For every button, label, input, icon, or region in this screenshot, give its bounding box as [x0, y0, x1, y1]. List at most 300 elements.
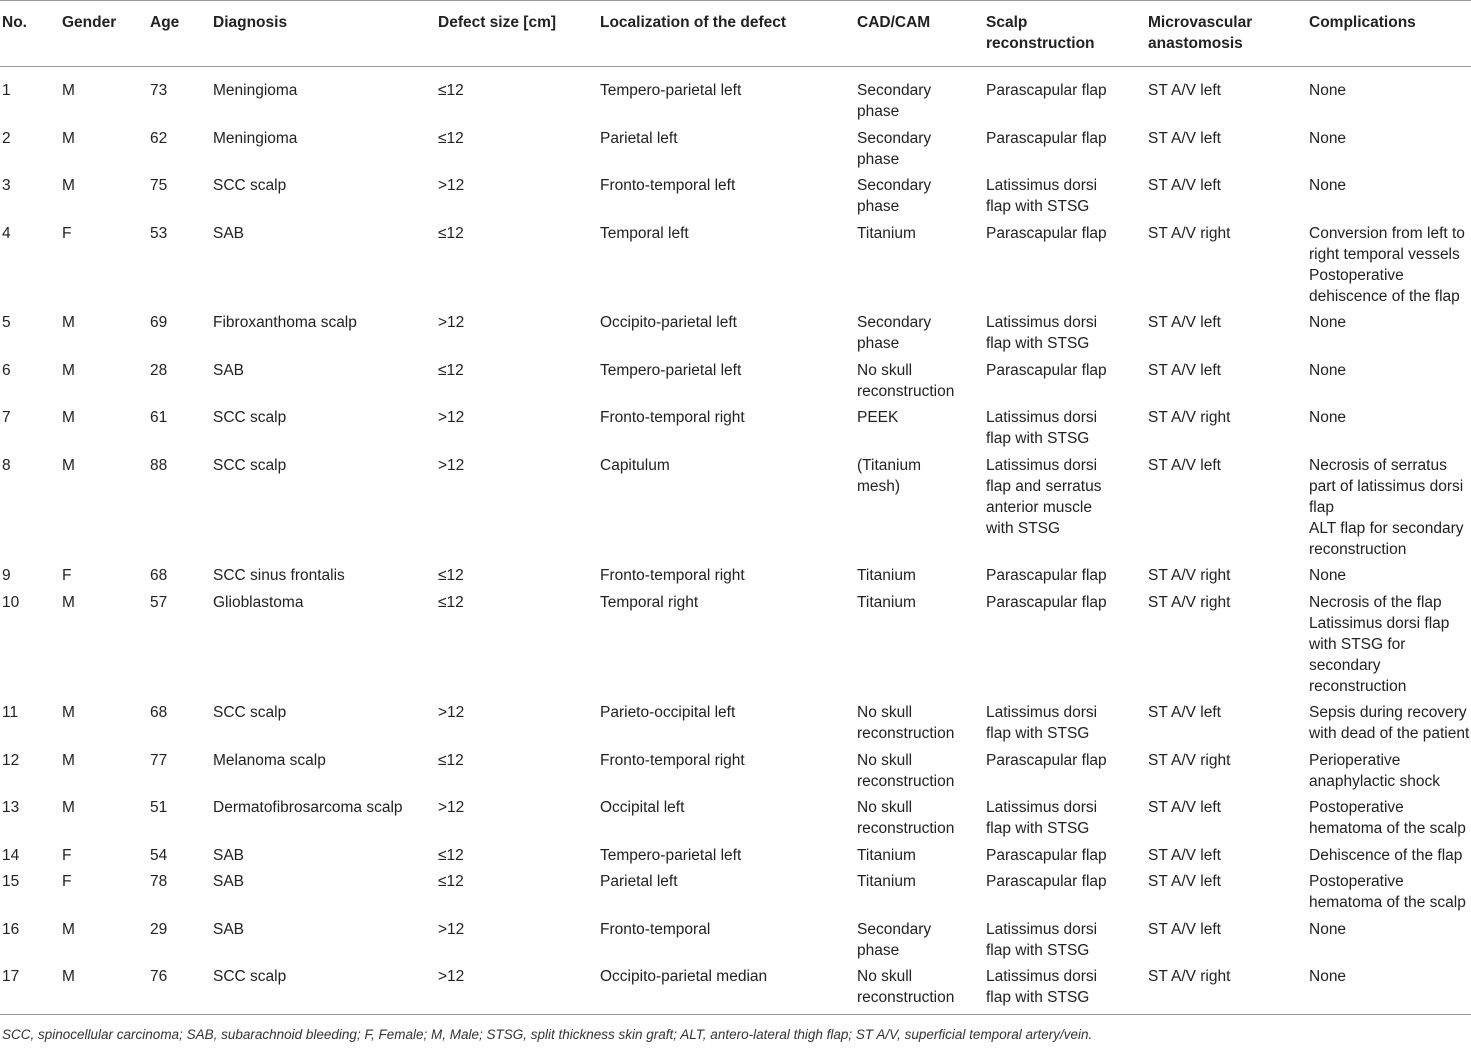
- cell-line: ≤12: [438, 567, 464, 584]
- table-footnote: SCC, spinocellular carcinoma; SAB, subarachnoid bleeding; F, Female; M, Male; STSG, split thickness skin graft; ALT, antero-lateral thigh flap; ST A/V, superficial temporal artery/vein.: [2, 1027, 1093, 1042]
- cell-line: Complications: [1309, 14, 1416, 31]
- cell-line: 7: [2, 409, 11, 426]
- cell-diagnosis: [213, 919, 438, 967]
- cell-age: [150, 592, 213, 703]
- column-header-complications: [1309, 1, 1471, 67]
- cell-cad-cam: [857, 455, 986, 566]
- cell-line: Perioperative: [1309, 751, 1401, 769]
- cell-line: anterior muscle: [986, 498, 1092, 516]
- cell-line: flap with STSG: [986, 198, 1090, 215]
- cell-line: with STSG for: [1309, 635, 1406, 653]
- cell-scalp-reconstruction: [986, 702, 1148, 750]
- cell-cad-cam: [857, 407, 986, 455]
- cell-scalp-reconstruction: [986, 360, 1148, 408]
- cell-localization: [600, 360, 857, 408]
- cell-line: ≤12: [438, 846, 464, 864]
- cell-complications: [1309, 919, 1471, 967]
- cell-line: Tempero-parietal left: [600, 361, 742, 379]
- cell-line: flap with STSG: [986, 335, 1090, 352]
- column-header-age: [150, 1, 213, 67]
- cell-line: 75: [150, 177, 168, 194]
- cell-complications: [1309, 312, 1471, 360]
- cell-cad-cam: [857, 845, 986, 872]
- cell-line: Secondary: [857, 177, 932, 194]
- cell-gender: [62, 797, 150, 845]
- cell-line: ≤12: [438, 361, 464, 379]
- cell-complications: [1309, 407, 1471, 455]
- cell-line: Latissimus dorsi: [986, 409, 1098, 426]
- cell-line: 11: [2, 704, 19, 721]
- cell-line: F: [62, 846, 72, 864]
- cell-scalp-reconstruction: [986, 67, 1148, 128]
- cell-scalp-reconstruction: [986, 592, 1148, 703]
- column-header-defect-size: [438, 1, 600, 67]
- cell-line: F: [62, 873, 72, 890]
- cell-line: Necrosis of serratus: [1309, 456, 1447, 474]
- cell-cad-cam: [857, 592, 986, 703]
- cell-microvascular-anastomosis: [1148, 175, 1309, 223]
- cell-line: 17: [2, 968, 20, 985]
- cell-line: part of latissimus dorsi: [1309, 477, 1464, 495]
- cell-line: ST A/V right: [1148, 593, 1231, 611]
- cell-line: Parieto-occipital left: [600, 704, 736, 721]
- cell-cad-cam: [857, 702, 986, 750]
- cell-line: Postoperative: [1309, 266, 1404, 284]
- cell-line: M: [62, 409, 75, 426]
- cell-no: [0, 845, 62, 872]
- cell-cad-cam: [857, 360, 986, 408]
- column-header-cad-cam: [857, 1, 986, 67]
- cell-cad-cam: [857, 966, 986, 1014]
- cell-line: None: [1309, 129, 1347, 147]
- cell-line: Melanoma scalp: [213, 751, 326, 769]
- table-row: [0, 592, 1471, 703]
- cell-line: No skull: [857, 704, 913, 721]
- cell-diagnosis: [213, 455, 438, 566]
- cell-line: ST A/V right: [1148, 224, 1231, 242]
- cell-line: 68: [150, 704, 168, 721]
- cell-line: Fronto-temporal right: [600, 567, 745, 584]
- cell-defect-size: [438, 455, 600, 566]
- cell-gender: [62, 871, 150, 919]
- cell-cad-cam: [857, 128, 986, 176]
- cell-scalp-reconstruction: [986, 175, 1148, 223]
- cell-line: M: [62, 751, 75, 769]
- cell-line: Meningioma: [213, 129, 298, 147]
- column-header-localization: [600, 1, 857, 67]
- cell-scalp-reconstruction: [986, 797, 1148, 845]
- cell-line: Dermatofibrosarcoma scalp: [213, 799, 403, 816]
- cell-line: ≤12: [438, 224, 464, 242]
- table-row: [0, 360, 1471, 408]
- cell-microvascular-anastomosis: [1148, 702, 1309, 750]
- cell-line: ST A/V left: [1148, 361, 1221, 379]
- cell-line: Secondary: [857, 129, 932, 147]
- cell-diagnosis: [213, 871, 438, 919]
- cell-cad-cam: [857, 797, 986, 845]
- cell-age: [150, 312, 213, 360]
- cell-line: Latissimus dorsi flap: [1309, 614, 1450, 632]
- cell-line: secondary: [1309, 656, 1381, 674]
- cell-line: Parascapular flap: [986, 361, 1107, 379]
- cell-cad-cam: [857, 223, 986, 313]
- cell-complications: [1309, 455, 1471, 566]
- cell-localization: [600, 455, 857, 566]
- cell-line: ST A/V right: [1148, 409, 1231, 426]
- cell-line: None: [1309, 314, 1347, 331]
- cell-age: [150, 966, 213, 1014]
- cell-scalp-reconstruction: [986, 966, 1148, 1014]
- cell-line: SCC scalp: [213, 177, 287, 194]
- cell-age: [150, 919, 213, 967]
- cell-line: Tempero-parietal left: [600, 846, 742, 864]
- cell-age: [150, 67, 213, 128]
- cell-defect-size: [438, 223, 600, 313]
- cell-line: M: [62, 704, 75, 721]
- cell-line: 54: [150, 846, 168, 864]
- cell-line: flap and serratus: [986, 477, 1102, 495]
- cell-line: Occipito-parietal median: [600, 968, 768, 985]
- cell-line: SCC scalp: [213, 456, 287, 474]
- cell-line: ALT flap for secondary: [1309, 519, 1464, 537]
- cell-diagnosis: [213, 702, 438, 750]
- cell-line: >12: [438, 920, 465, 938]
- cell-diagnosis: [213, 797, 438, 845]
- cell-line: Secondary: [857, 920, 932, 938]
- cell-line: SCC scalp: [213, 704, 287, 721]
- cell-line: Titanium: [857, 873, 916, 890]
- cell-defect-size: [438, 67, 600, 128]
- cell-line: reconstruction: [857, 382, 955, 400]
- cell-age: [150, 750, 213, 798]
- column-header-microvascular-anastomosis: [1148, 1, 1309, 67]
- cell-line: Fronto-temporal right: [600, 409, 745, 426]
- cell-no: [0, 175, 62, 223]
- cell-complications: [1309, 871, 1471, 919]
- cell-age: [150, 797, 213, 845]
- cell-line: SCC sinus frontalis: [213, 567, 345, 584]
- cell-line: >12: [438, 177, 465, 194]
- cell-line: 68: [150, 567, 168, 584]
- cell-scalp-reconstruction: [986, 312, 1148, 360]
- cell-age: [150, 565, 213, 592]
- cell-localization: [600, 407, 857, 455]
- cell-diagnosis: [213, 845, 438, 872]
- cell-line: 3: [2, 177, 11, 194]
- cell-line: ST A/V left: [1148, 456, 1221, 474]
- cell-line: 4: [2, 224, 11, 242]
- cell-complications: [1309, 845, 1471, 872]
- cell-line: ≤12: [438, 751, 464, 769]
- cell-line: Diagnosis: [213, 14, 288, 31]
- cell-gender: [62, 592, 150, 703]
- cell-complications: [1309, 128, 1471, 176]
- cell-line: M: [62, 82, 75, 99]
- cell-diagnosis: [213, 592, 438, 703]
- cell-line: 88: [150, 456, 168, 474]
- cell-age: [150, 128, 213, 176]
- cell-complications: [1309, 966, 1471, 1014]
- cell-line: Parascapular flap: [986, 224, 1107, 242]
- cell-line: None: [1309, 82, 1347, 99]
- cell-no: [0, 455, 62, 566]
- cell-line: 78: [150, 873, 168, 890]
- cell-no: [0, 702, 62, 750]
- cell-line: Titanium: [857, 593, 916, 611]
- cell-line: Postoperative: [1309, 873, 1404, 890]
- table-row: [0, 223, 1471, 313]
- cell-line: M: [62, 129, 75, 147]
- cell-line: 61: [150, 409, 168, 426]
- cell-line: Parietal left: [600, 873, 678, 890]
- cell-diagnosis: [213, 128, 438, 176]
- cell-line: M: [62, 593, 75, 611]
- cell-line: phase: [857, 198, 900, 215]
- cell-line: Postoperative: [1309, 799, 1404, 816]
- cell-localization: [600, 871, 857, 919]
- cell-gender: [62, 360, 150, 408]
- cell-line: ST A/V left: [1148, 177, 1221, 194]
- cell-line: Parietal left: [600, 129, 678, 147]
- cell-localization: [600, 67, 857, 128]
- cell-line: SAB: [213, 361, 245, 379]
- cell-no: [0, 919, 62, 967]
- cell-line: ST A/V left: [1148, 846, 1221, 864]
- cell-line: Temporal right: [600, 593, 699, 611]
- cell-line: 29: [150, 920, 168, 938]
- cell-line: SAB: [213, 920, 245, 938]
- table-row: [0, 565, 1471, 592]
- table-row: [0, 845, 1471, 872]
- cell-line: M: [62, 314, 75, 331]
- cell-line: SAB: [213, 224, 245, 242]
- cell-diagnosis: [213, 175, 438, 223]
- cell-line: Defect size [cm]: [438, 14, 557, 31]
- cell-line: reconstruction: [857, 772, 955, 790]
- cell-no: [0, 360, 62, 408]
- cell-localization: [600, 797, 857, 845]
- cell-line: phase: [857, 941, 900, 959]
- cell-localization: [600, 966, 857, 1014]
- cell-line: reconstruction: [986, 35, 1095, 52]
- cell-line: 62: [150, 129, 168, 147]
- table-row: [0, 702, 1471, 750]
- cell-localization: [600, 845, 857, 872]
- cell-cad-cam: [857, 871, 986, 919]
- table-row: [0, 407, 1471, 455]
- cell-complications: [1309, 797, 1471, 845]
- cell-line: PEEK: [857, 409, 899, 426]
- cell-line: Fibroxanthoma scalp: [213, 314, 357, 331]
- cell-defect-size: [438, 360, 600, 408]
- cell-localization: [600, 592, 857, 703]
- cell-line: No skull: [857, 751, 913, 769]
- table-row: [0, 919, 1471, 967]
- cell-line: anastomosis: [1148, 35, 1243, 52]
- cell-cad-cam: [857, 750, 986, 798]
- table-header: [0, 1, 1471, 67]
- cell-line: flap: [1309, 498, 1334, 516]
- cell-line: SAB: [213, 846, 245, 864]
- cell-line: M: [62, 799, 75, 816]
- cell-line: Parascapular flap: [986, 846, 1107, 864]
- cell-scalp-reconstruction: [986, 407, 1148, 455]
- cell-diagnosis: [213, 67, 438, 128]
- cell-microvascular-anastomosis: [1148, 223, 1309, 313]
- cell-line: 16: [2, 920, 20, 938]
- cell-gender: [62, 919, 150, 967]
- cell-cad-cam: [857, 565, 986, 592]
- cell-line: Latissimus dorsi: [986, 920, 1098, 938]
- cell-line: SCC scalp: [213, 409, 287, 426]
- cell-defect-size: [438, 312, 600, 360]
- cell-line: right temporal vessels: [1309, 245, 1460, 263]
- cell-localization: [600, 750, 857, 798]
- cell-age: [150, 360, 213, 408]
- cell-defect-size: [438, 565, 600, 592]
- cell-localization: [600, 702, 857, 750]
- cell-line: SCC scalp: [213, 968, 287, 985]
- cell-line: No.: [2, 14, 27, 31]
- cell-line: anaphylactic shock: [1309, 772, 1440, 790]
- cell-scalp-reconstruction: [986, 565, 1148, 592]
- cell-line: CAD/CAM: [857, 14, 931, 31]
- cell-scalp-reconstruction: [986, 223, 1148, 313]
- cell-line: Occipital left: [600, 799, 685, 816]
- cell-line: Latissimus dorsi: [986, 704, 1098, 721]
- cell-line: M: [62, 456, 75, 474]
- cell-gender: [62, 175, 150, 223]
- cell-line: 57: [150, 593, 168, 611]
- cell-line: reconstruction: [857, 989, 955, 1006]
- cell-no: [0, 312, 62, 360]
- cell-gender: [62, 455, 150, 566]
- header-row: [0, 1, 1471, 67]
- cell-line: 13: [2, 799, 20, 816]
- cell-localization: [600, 175, 857, 223]
- cell-line: Necrosis of the flap: [1309, 593, 1442, 611]
- cell-age: [150, 223, 213, 313]
- cell-complications: [1309, 565, 1471, 592]
- cell-line: flap with STSG: [986, 989, 1090, 1006]
- cell-complications: [1309, 67, 1471, 128]
- cell-cad-cam: [857, 175, 986, 223]
- cell-line: (Titanium: [857, 456, 922, 474]
- cell-line: Latissimus dorsi: [986, 177, 1098, 194]
- cell-microvascular-anastomosis: [1148, 565, 1309, 592]
- cell-line: No skull: [857, 361, 913, 379]
- cell-scalp-reconstruction: [986, 871, 1148, 919]
- cell-defect-size: [438, 871, 600, 919]
- cell-line: None: [1309, 177, 1347, 194]
- cell-localization: [600, 223, 857, 313]
- cell-line: Temporal left: [600, 224, 689, 242]
- cell-diagnosis: [213, 966, 438, 1014]
- cell-line: Microvascular: [1148, 14, 1253, 31]
- cell-no: [0, 67, 62, 128]
- cell-line: Secondary: [857, 314, 932, 331]
- cell-line: M: [62, 361, 75, 379]
- cell-localization: [600, 565, 857, 592]
- cell-no: [0, 797, 62, 845]
- cell-line: reconstruction: [1309, 677, 1407, 695]
- cell-line: reconstruction: [1309, 540, 1407, 558]
- cell-line: >12: [438, 314, 465, 331]
- cell-diagnosis: [213, 407, 438, 455]
- cell-line: Parascapular flap: [986, 751, 1107, 769]
- cell-line: ≤12: [438, 873, 464, 890]
- cell-scalp-reconstruction: [986, 919, 1148, 967]
- cell-line: Meningioma: [213, 82, 298, 99]
- cell-defect-size: [438, 128, 600, 176]
- cell-diagnosis: [213, 360, 438, 408]
- cell-line: Fronto-temporal right: [600, 751, 745, 769]
- cell-microvascular-anastomosis: [1148, 966, 1309, 1014]
- cell-defect-size: [438, 750, 600, 798]
- cell-line: ST A/V left: [1148, 873, 1221, 890]
- cell-line: ST A/V left: [1148, 82, 1221, 99]
- cell-line: None: [1309, 409, 1347, 426]
- cell-localization: [600, 312, 857, 360]
- cell-line: 9: [2, 567, 11, 584]
- cell-no: [0, 871, 62, 919]
- cell-line: ST A/V left: [1148, 129, 1221, 147]
- cell-microvascular-anastomosis: [1148, 407, 1309, 455]
- cell-line: Dehiscence of the flap: [1309, 846, 1463, 864]
- cell-line: with dead of the patient: [1309, 725, 1470, 742]
- cell-line: 8: [2, 456, 11, 474]
- table-row: [0, 312, 1471, 360]
- cell-line: Scalp: [986, 14, 1028, 31]
- column-header-gender: [62, 1, 150, 67]
- cell-localization: [600, 919, 857, 967]
- cell-age: [150, 871, 213, 919]
- cell-no: [0, 592, 62, 703]
- cell-line: mesh): [857, 477, 901, 495]
- cell-line: Conversion from left to: [1309, 224, 1465, 242]
- cell-line: 5: [2, 314, 11, 331]
- cell-line: ≤12: [438, 82, 464, 99]
- cell-line: >12: [438, 409, 465, 426]
- cell-defect-size: [438, 966, 600, 1014]
- cell-line: 12: [2, 751, 20, 769]
- cell-defect-size: [438, 845, 600, 872]
- cell-gender: [62, 966, 150, 1014]
- cell-complications: [1309, 360, 1471, 408]
- cell-localization: [600, 128, 857, 176]
- cell-gender: [62, 407, 150, 455]
- cell-line: 6: [2, 361, 11, 379]
- cell-diagnosis: [213, 750, 438, 798]
- cell-age: [150, 175, 213, 223]
- cell-scalp-reconstruction: [986, 455, 1148, 566]
- cell-age: [150, 845, 213, 872]
- cell-cad-cam: [857, 919, 986, 967]
- cell-line: Latissimus dorsi: [986, 799, 1098, 816]
- cell-complications: [1309, 223, 1471, 313]
- cell-line: ST A/V right: [1148, 968, 1231, 985]
- cell-line: 2: [2, 129, 11, 147]
- cell-line: ST A/V left: [1148, 314, 1221, 331]
- cell-complications: [1309, 702, 1471, 750]
- cell-line: 14: [2, 846, 20, 864]
- cell-no: [0, 223, 62, 313]
- cell-scalp-reconstruction: [986, 128, 1148, 176]
- table-row: [0, 455, 1471, 566]
- cell-line: flap with STSG: [986, 725, 1090, 742]
- cell-scalp-reconstruction: [986, 750, 1148, 798]
- cell-line: M: [62, 177, 75, 194]
